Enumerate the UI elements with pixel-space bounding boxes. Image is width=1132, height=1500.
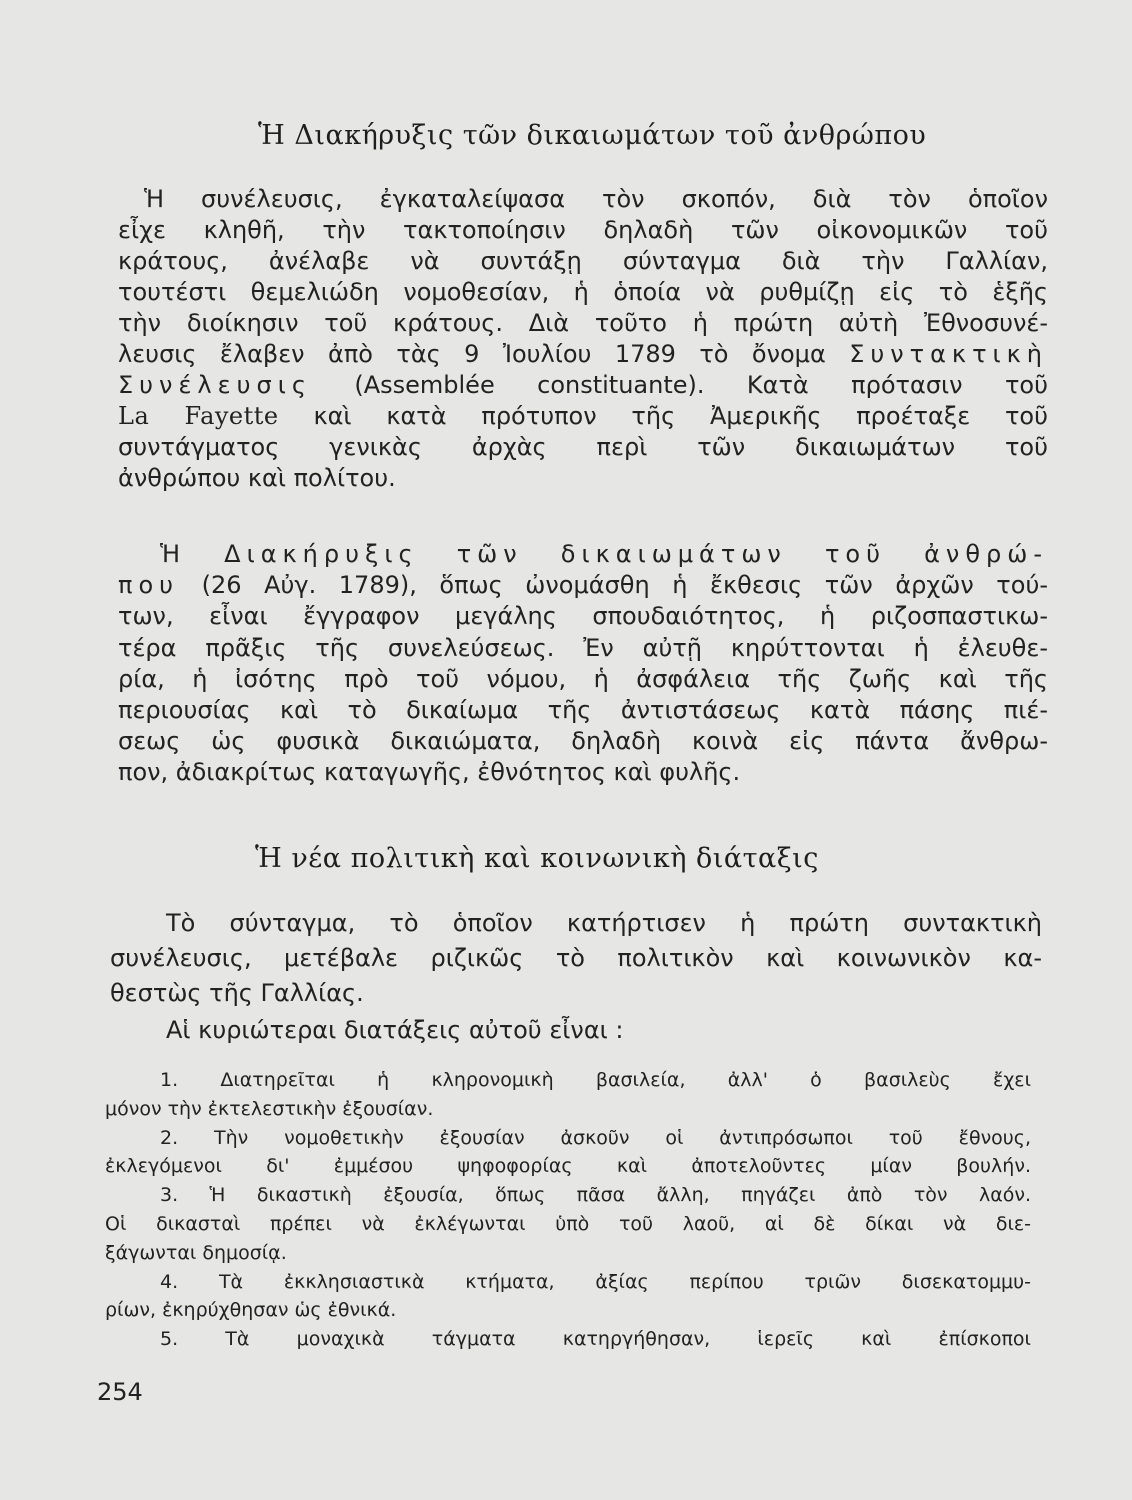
paragraph-assembly xyxy=(118,184,1048,494)
section-heading-new-order: Ἡ νέα πολιτικὴ καὶ κοινωνικὴ διάταξις xyxy=(255,843,819,874)
list-item: 5. Τὰ μοναχικὰ τάγματα κατηργήθησαν, ἱερεῖς καὶ ἐπίσκοποι xyxy=(160,1328,1031,1351)
text-line xyxy=(118,370,1048,401)
text-line: περιουσίας καὶ τὸ δικαίωμα τῆς ἀντιστάσεως κατὰ πάσης πιέ- xyxy=(118,695,1048,724)
person-name: La Fayette xyxy=(118,402,279,430)
paragraph-declaration xyxy=(118,539,1048,789)
text-line: ρία, ἡ ἰσότης πρὸ τοῦ νόμου, ἡ ἀσφάλεια τῆς ζωῆς καὶ τῆς xyxy=(118,664,1048,693)
paragraph-constitution xyxy=(110,906,1042,1011)
text-fragment: (Assemblée constituante). Κατὰ πρότασιν τοῦ xyxy=(354,371,1048,399)
list-item: 4. Τὰ ἐκκλησιαστικὰ κτήματα, ἀξίας περίπου τριῶν δισεκατομμυ- xyxy=(160,1270,1031,1293)
text-line xyxy=(118,339,1048,370)
spaced-term: Συντακτικὴ xyxy=(849,340,1048,368)
list-item-continuation: ἐκλεγόμενοι δι' ἐμμέσου ψηφοφορίας καὶ ἀποτελοῦντες μίαν βουλήν. xyxy=(105,1155,1031,1178)
text-line: τουτέστι θεμελιώδη νομοθεσίαν, ἡ ὁποία νὰ ρυθμίζῃ εἰς τὸ ἑξῆς xyxy=(118,278,1048,306)
list-item-continuation: ρίων, ἐκηρύχθησαν ὡς ἐθνικά. xyxy=(105,1299,397,1322)
list-item-continuation: Οἱ δικασταὶ πρέπει νὰ ἐκλέγωνται ὑπὸ τοῦ λαοῦ, αἱ δὲ δίκαι νὰ διε- xyxy=(105,1212,1031,1235)
page-number: 254 xyxy=(97,1378,143,1406)
list-item: 2. Τὴν νομοθετικὴν ἐξουσίαν ἀσκοῦν οἱ ἀντιπρόσωποι τοῦ ἔθνους, xyxy=(160,1126,1031,1149)
text-line: πον, ἀδιακρίτως καταγωγῆς, ἐθνότητος καὶ φυλῆς. xyxy=(118,758,741,787)
text-line xyxy=(118,570,1048,601)
text-line: τὴν διοίκησιν τοῦ κράτους. Διὰ τοῦτο ἡ πρώτη αὐτὴ Ἐθνοσυνέ- xyxy=(118,309,1048,337)
list-item: 1. Διατηρεῖται ἡ κληρονομικὴ βασιλεία, ἀλλ' ὁ βασιλεὺς ἔχει xyxy=(160,1069,1031,1091)
list-item: 3. Ἡ δικαστικὴ ἐξουσία, ὅπως πᾶσα ἄλλη, πηγάζει ἀπὸ τὸν λαόν. xyxy=(160,1184,1031,1207)
text-fragment: καὶ κατὰ πρότυπον τῆς Ἀμερικῆς προέταξε τοῦ xyxy=(313,402,1048,430)
text-line: συντάγματος γενικὰς ἀρχὰς περὶ τῶν δικαιωμάτων τοῦ xyxy=(118,433,1048,461)
list-item-continuation: ξάγωνται δημοσίᾳ. xyxy=(105,1241,287,1264)
text-line: κράτους, ἀνέλαβε νὰ συντάξῃ σύνταγμα διὰ τὴν Γαλλίαν, xyxy=(118,247,1048,275)
spaced-term: που xyxy=(118,571,180,600)
text-line: συνέλευσις, μετέβαλε ριζικῶς τὸ πολιτικὸν καὶ κοινωνικὸν κα- xyxy=(110,944,1042,972)
spaced-term: Συνέλευσις xyxy=(118,371,312,399)
text-line: τέρα πρᾶξις τῆς συνελεύσεως. Ἐν αὐτῇ κηρύττονται ἡ ἐλευθε- xyxy=(118,633,1048,662)
provisions-list xyxy=(105,1066,1031,1354)
text-line: θεστὼς τῆς Γαλλίας. xyxy=(110,979,364,1007)
text-line: Ἡ συνέλευσις, ἐγκαταλείψασα τὸν σκοπόν, διὰ τὸν ὁποῖον xyxy=(144,185,1048,213)
text-fragment: λευσις ἔλαβεν ἀπὸ τὰς 9 Ἰουλίου 1789 τὸ ὄνομα xyxy=(118,340,826,368)
text-line xyxy=(118,401,1048,432)
paragraph-provisions-intro xyxy=(166,1013,1046,1048)
section-heading-declaration: Ἡ Διακήρυξις τῶν δικαιωμάτων τοῦ ἀνθρώπου xyxy=(258,120,927,151)
text-line: ἀνθρώπου καὶ πολίτου. xyxy=(118,464,396,492)
text-line: Ἡ Διακήρυξις τῶν δικαιωμάτων τοῦ ἀνθρώ- xyxy=(160,540,1048,568)
text-line: Τὸ σύνταγμα, τὸ ὁποῖον κατήρτισεν ἡ πρώτη συντακτικὴ xyxy=(166,909,1042,937)
list-item-continuation: μόνον τὴν ἐκτελεστικὴν ἐξουσίαν. xyxy=(105,1097,434,1120)
text-line: εἶχε κληθῆ, τὴν τακτοποίησιν δηλαδὴ τῶν οἰκονομικῶν τοῦ xyxy=(118,216,1048,244)
text-line: σεως ὡς φυσικὰ δικαιώματα, δηλαδὴ κοινὰ εἰς πάντα ἄνθρω- xyxy=(118,727,1048,756)
text-line: Αἱ κυριώτεραι διατάξεις αὐτοῦ εἶναι : xyxy=(166,1016,624,1044)
text-fragment: (26 Αὐγ. 1789), ὅπως ὠνομάσθη ἡ ἔκθεσις τῶν ἀρχῶν τού- xyxy=(201,571,1048,600)
text-line: των, εἶναι ἔγγραφον μεγάλης σπουδαιότητος, ἡ ριζοσπαστικω- xyxy=(118,602,1048,631)
